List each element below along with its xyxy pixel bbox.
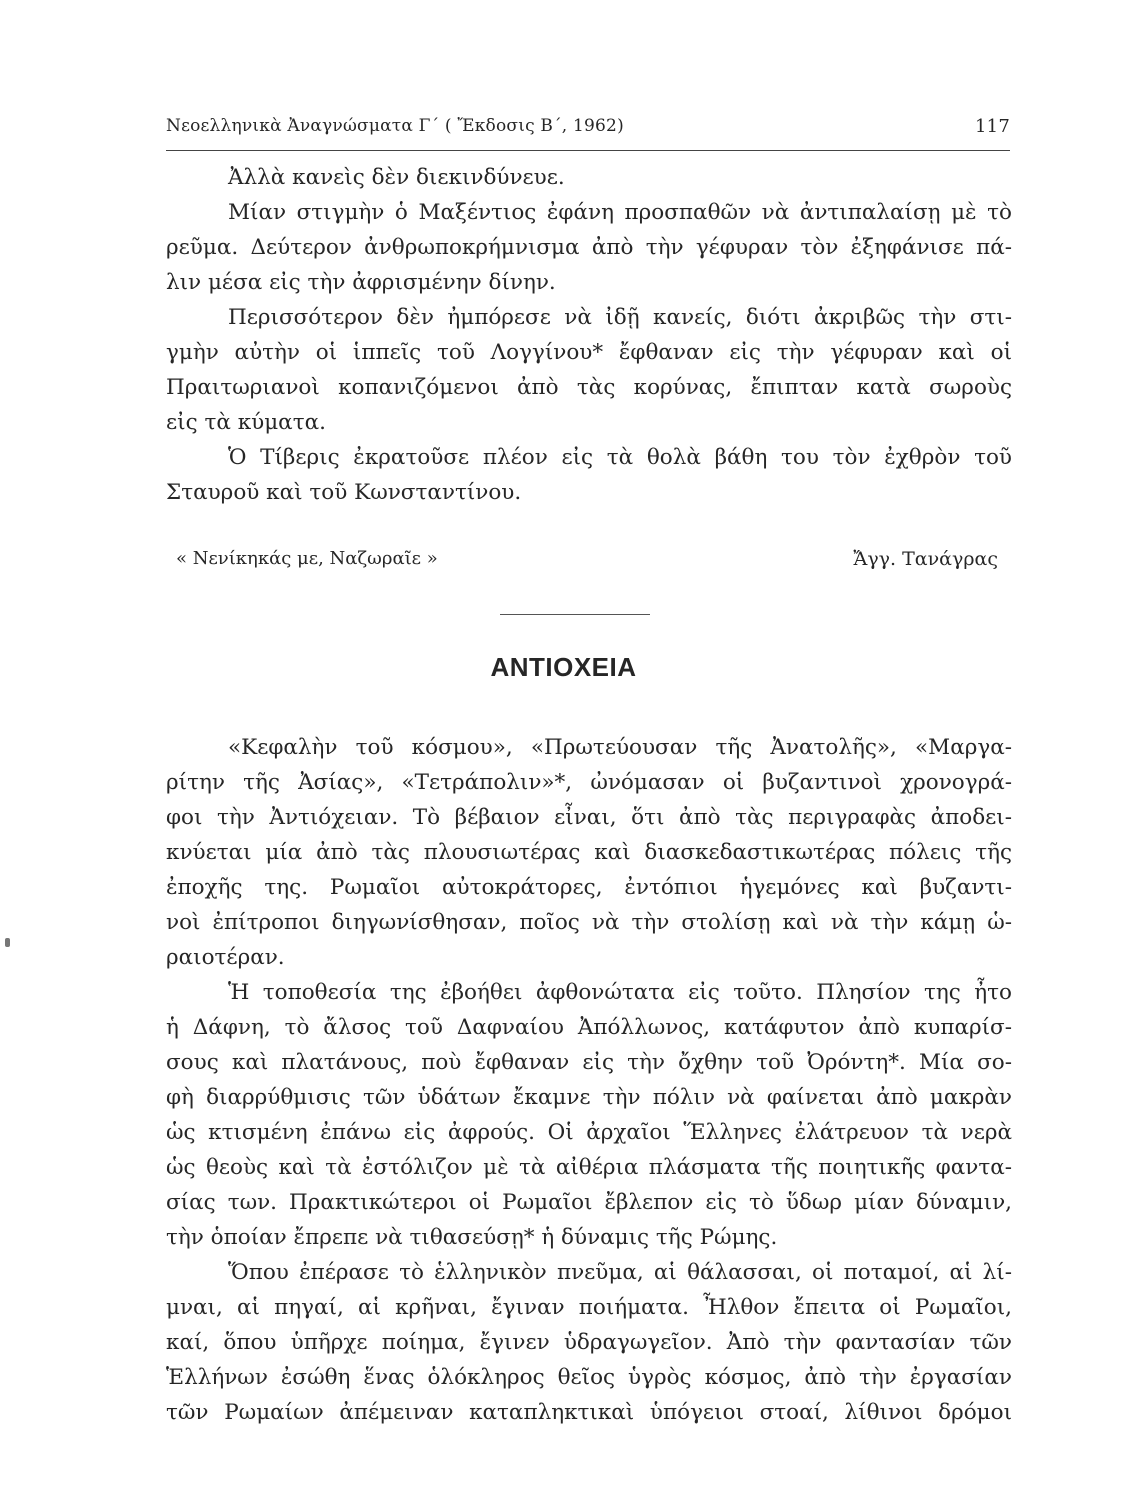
text-line: ὡς κτισμένη ἐπάνω εἰς ἀφρούς. Οἱ ἀρχαῖοι Ἕλληνες ἐλάτρευον τὰ νερὰ [166, 1120, 1012, 1145]
text-line: ρεῦμα. Δεύτερον ἀνθρωποκρήμνισμα ἀπὸ τὴν γέφυραν τὸν ἐξηφάνισε πά- [166, 235, 1012, 260]
text-line: τῶν Ρωμαίων ἀπέμειναν καταπληκτικαὶ ὑπόγειοι στοαί, λίθινοι δρόμοι [166, 1400, 1012, 1425]
source-signature [166, 548, 1012, 578]
text-line: καί, ὅπου ὑπῆρχε ποίημα, ἔγινεν ὑδραγωγεῖον. Ἀπὸ τὴν φαντασίαν τῶν [166, 1330, 1012, 1355]
text-line: Ὁ Τίβερις ἐκρατοῦσε πλέον εἰς τὰ θολὰ βάθη του τὸν ἐχθρὸν τοῦ [228, 445, 1012, 470]
text-line: εἰς τὰ κύματα. [166, 410, 326, 435]
text-line: Σταυροῦ καὶ τοῦ Κωνσταντίνου. [166, 480, 522, 505]
text-line: φοι τὴν Ἀντιόχειαν. Τὸ βέβαιον εἶναι, ὅτι ἀπὸ τὰς περιγραφὰς ἀποδει- [166, 805, 1012, 830]
text-line: νοὶ ἐπίτροποι διηγωνίσθησαν, ποῖος νὰ τὴν στολίσῃ καὶ νὰ τὴν κάμῃ ὡ- [166, 910, 1012, 935]
text-line: σους καὶ πλατάνους, ποὺ ἔφθαναν εἰς τὴν ὄχθην τοῦ Ὀρόντη*. Μία σο- [166, 1050, 1012, 1075]
text-line: ἡ Δάφνη, τὸ ἄλσος τοῦ Δαφναίου Ἀπόλλωνος, κατάφυτον ἀπὸ κυπαρίσ- [166, 1015, 1012, 1040]
text-line: Ἑλλήνων ἐσώθη ἕνας ὁλόκληρος θεῖος ὑγρὸς κόσμος, ἀπὸ τὴν ἐργασίαν [166, 1365, 1012, 1390]
text-line: γμὴν αὐτὴν οἱ ἱππεῖς τοῦ Λογγίνου* ἔφθαναν εἰς τὴν γέφυραν καὶ οἱ [166, 340, 1012, 365]
header-rule [166, 150, 1010, 151]
story-ending-text [166, 160, 1012, 510]
text-line: φὴ διαρρύθμισις τῶν ὑδάτων ἔκαμνε τὴν πόλιν νὰ φαίνεται ἀπὸ μακρὰν [166, 1085, 1012, 1110]
text-line: Πραιτωριανοὶ κοπανιζόμενοι ἀπὸ τὰς κορύνας, ἔπιπταν κατὰ σωροὺς [166, 375, 1012, 400]
text-line: ἐποχῆς της. Ρωμαῖοι αὐτοκράτορες, ἐντόπιοι ἡγεμόνες καὶ βυζαντι- [166, 875, 1012, 900]
text-line: κνύεται μία ἀπὸ τὰς πλουσιωτέρας καὶ διασκεδαστικωτέρας πόλεις τῆς [166, 840, 1012, 865]
text-line: Μίαν στιγμὴν ὁ Μαξέντιος ἐφάνη προσπαθῶν νὰ ἀντιπαλαίσῃ μὲ τὸ [228, 200, 1012, 225]
running-title: Νεοελληνικὰ Ἀναγνώσματα Γ΄ ( Ἔκδοσις Β΄, 1962) [166, 116, 624, 136]
text-line: Ὅπου ἐπέρασε τὸ ἑλληνικὸν πνεῦμα, αἱ θάλασσαι, οἱ ποταμοί, αἱ λί- [228, 1260, 1012, 1285]
source-work-title: « Νενίκηκάς με, Ναζωραῖε » [176, 548, 438, 569]
antiochia-text [166, 730, 1012, 1430]
text-line: μναι, αἱ πηγαί, αἱ κρῆναι, ἔγιναν ποιήματα. Ἦλθον ἔπειτα οἱ Ρωμαῖοι, [166, 1295, 1012, 1320]
text-line: σίας των. Πρακτικώτεροι οἱ Ρωμαῖοι ἔβλεπον εἰς τὸ ὕδωρ μίαν δύναμιν, [166, 1190, 1012, 1215]
text-line: «Κεφαλὴν τοῦ κόσμου», «Πρωτεύουσαν τῆς Ἀνατολῆς», «Μαργα- [228, 735, 1012, 760]
section-title: ΑΝΤΙΟΧΕΙΑ [490, 652, 637, 682]
text-line: ὡς θεοὺς καὶ τὰ ἐστόλιζον μὲ τὰ αἰθέρια πλάσματα τῆς ποιητικῆς φαντα- [166, 1155, 1012, 1180]
text-line: λιν μέσα εἰς τὴν ἀφρισμένην δίνην. [166, 270, 556, 295]
page-number: 117 [975, 116, 1010, 137]
section-divider [500, 614, 650, 615]
text-line: τὴν ὁποίαν ἔπρεπε νὰ τιθασεύσῃ* ἡ δύναμις τῆς Ρώμης. [166, 1225, 778, 1250]
text-line: Ἀλλὰ κανεὶς δὲν διεκινδύνευε. [228, 165, 565, 190]
source-author: Ἄγγ. Τανάγρας [853, 548, 998, 570]
text-line: ραιοτέραν. [166, 945, 285, 970]
text-line: Ἡ τοποθεσία της ἐβοήθει ἀφθονώτατα εἰς τοῦτο. Πλησίον της ἦτο [228, 980, 1012, 1005]
running-header [166, 116, 1010, 148]
text-line: ρίτην τῆς Ἀσίας», «Τετράπολιν»*, ὠνόμασαν οἱ βυζαντινοὶ χρονογρά- [166, 770, 1012, 795]
margin-speck [5, 938, 10, 947]
text-line: Περισσότερον δὲν ἠμπόρεσε νὰ ἰδῇ κανείς, διότι ἀκριβῶς τὴν στι- [228, 305, 1012, 330]
